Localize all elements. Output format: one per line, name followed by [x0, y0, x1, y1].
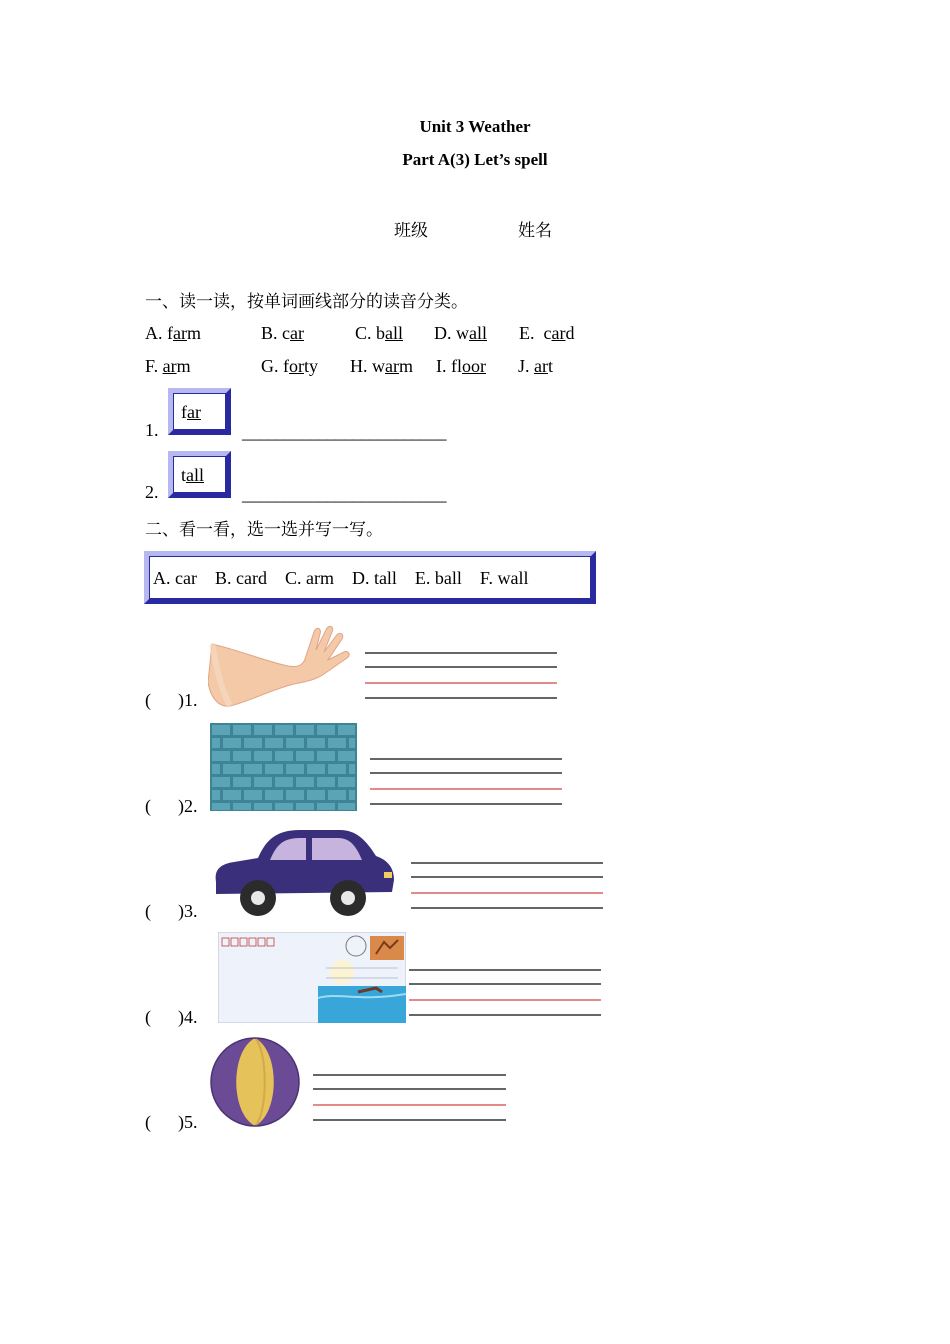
option-i: I. floor: [436, 356, 486, 376]
option-e: E. card: [519, 323, 575, 343]
question-label: ( )4.: [145, 1007, 198, 1027]
option-a: A. farm: [145, 323, 201, 343]
word-far: far: [181, 402, 201, 422]
question-label: ( )1.: [145, 690, 198, 710]
option-j: J. art: [518, 356, 554, 376]
option-d: D. wall: [434, 323, 487, 343]
option-c: C. ball: [355, 323, 404, 343]
writing-lines[interactable]: [313, 1074, 506, 1124]
name-label: 姓名: [518, 221, 552, 241]
ball-picture: [210, 1037, 300, 1127]
option-h: H. warm: [350, 356, 413, 376]
question-label: ( )5.: [145, 1112, 198, 1132]
class-label: 班级: [394, 221, 428, 241]
answer-blank[interactable]: ________________________: [242, 484, 446, 504]
answer-blank[interactable]: ________________________: [242, 422, 446, 442]
wall-picture: [210, 723, 357, 811]
page-subtitle: Part A(3) Let’s spell: [402, 150, 548, 169]
choices-text: A. car B. card C. arm D. tall E. ball F. wall: [153, 568, 529, 588]
car-picture: [210, 826, 396, 918]
writing-lines[interactable]: [409, 969, 601, 1019]
option-b: B. car: [261, 323, 304, 343]
section1-heading: 一、读一读，按单词画线部分的读音分类。: [145, 292, 468, 312]
item-number: 1.: [145, 420, 159, 440]
arm-picture: [208, 622, 356, 708]
question-label: ( )2.: [145, 796, 198, 816]
word-box-tall: [168, 451, 231, 498]
choices-box: [144, 551, 596, 604]
option-f: F. arm: [145, 356, 191, 376]
writing-lines[interactable]: [411, 862, 603, 912]
item-number: 2.: [145, 482, 159, 502]
section2-heading: 二、看一看，选一选并写一写。: [145, 520, 383, 540]
card-picture: [218, 932, 406, 1023]
writing-lines[interactable]: [370, 758, 562, 808]
word-box-far: [168, 388, 231, 435]
word-tall: tall: [181, 465, 205, 485]
writing-lines[interactable]: [365, 652, 557, 702]
page-title: Unit 3 Weather: [419, 117, 531, 136]
question-label: ( )3.: [145, 901, 198, 921]
option-g: G. forty: [261, 356, 319, 376]
